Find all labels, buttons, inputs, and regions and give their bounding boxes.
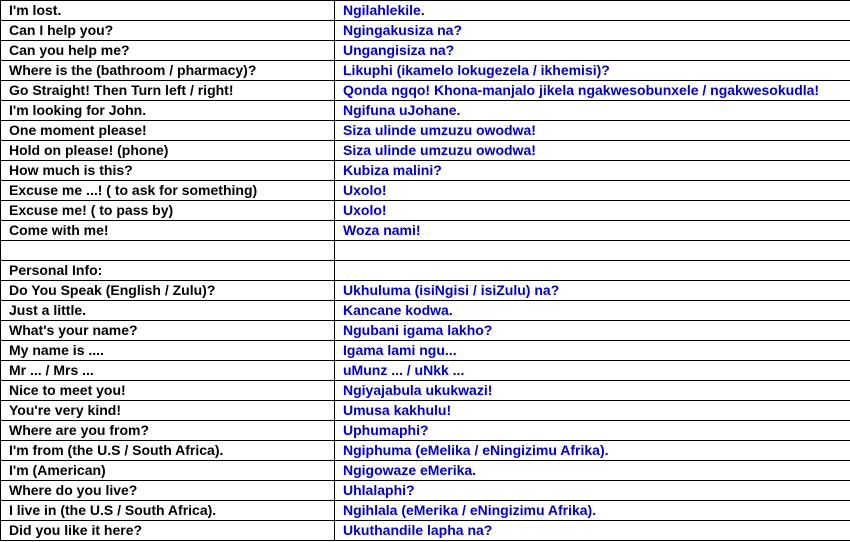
english-phrase-cell: I'm lost. <box>1 1 335 21</box>
phrase-row <box>1 341 850 361</box>
phrase-row <box>1 521 850 541</box>
zulu-translation-cell: Qonda ngqo! Khona-manjalo jikela ngakwesobunxele / ngakwesokudla! <box>335 81 850 101</box>
english-phrase-cell: Where is the (bathroom / pharmacy)? <box>1 61 335 81</box>
english-phrase-cell: I'm (American) <box>1 461 335 481</box>
english-phrase-cell: Mr ... / Mrs ... <box>1 361 335 381</box>
zulu-translation-cell: Umusa kakhulu! <box>335 401 850 421</box>
zulu-translation-cell: Ngihlala (eMerika / eNingizimu Afrika). <box>335 501 850 521</box>
zulu-translation-cell: Kancane kodwa. <box>335 301 850 321</box>
english-phrase-cell: I'm looking for John. <box>1 101 335 121</box>
english-phrase-cell <box>1 241 335 261</box>
phrase-row <box>1 501 850 521</box>
english-phrase-cell: My name is .... <box>1 341 335 361</box>
phrase-row <box>1 441 850 461</box>
zulu-translation-cell <box>335 261 850 281</box>
zulu-translation-cell: Woza nami! <box>335 221 850 241</box>
zulu-translation-cell: Ngiphuma (eMelika / eNingizimu Afrika). <box>335 441 850 461</box>
english-phrase-cell: Come with me! <box>1 221 335 241</box>
zulu-translation-cell: uMunz ... / uNkk ... <box>335 361 850 381</box>
zulu-translation-cell: Kubiza malini? <box>335 161 850 181</box>
zulu-translation-cell: Igama lami ngu... <box>335 341 850 361</box>
zulu-translation-cell: Ngiyajabula ukukwazi! <box>335 381 850 401</box>
english-phrase-cell: Do You Speak (English / Zulu)? <box>1 281 335 301</box>
phrase-row <box>1 201 850 221</box>
zulu-translation-cell: Ngingakusiza na? <box>335 21 850 41</box>
english-phrase-cell: Go Straight! Then Turn left / right! <box>1 81 335 101</box>
phrase-row <box>1 321 850 341</box>
phrase-row <box>1 1 850 21</box>
zulu-translation-cell: Likuphi (ikamelo lokugezela / ikhemisi)? <box>335 61 850 81</box>
english-phrase-cell: Did you like it here? <box>1 521 335 541</box>
zulu-translation-cell: Uxolo! <box>335 201 850 221</box>
zulu-translation-cell: Ukuthandile lapha na? <box>335 521 850 541</box>
phrase-row <box>1 61 850 81</box>
english-phrase-cell: You're very kind! <box>1 401 335 421</box>
phrase-row <box>1 361 850 381</box>
phrase-row <box>1 241 850 261</box>
zulu-translation-cell: Ngilahlekile. <box>335 1 850 21</box>
phrase-row <box>1 461 850 481</box>
zulu-translation-cell: Ungangisiza na? <box>335 41 850 61</box>
zulu-translation-cell: Ngifuna uJohane. <box>335 101 850 121</box>
english-phrase-cell: Can I help you? <box>1 21 335 41</box>
phrase-row <box>1 401 850 421</box>
phrase-row <box>1 181 850 201</box>
english-phrase-cell: How much is this? <box>1 161 335 181</box>
phrase-table-body <box>1 1 850 541</box>
zulu-translation-cell: Ngigowaze eMerika. <box>335 461 850 481</box>
zulu-translation-cell: Ukhuluma (isiNgisi / isiZulu) na? <box>335 281 850 301</box>
english-phrase-cell: Can you help me? <box>1 41 335 61</box>
zulu-translation-cell: Uphumaphi? <box>335 421 850 441</box>
phrase-row <box>1 101 850 121</box>
zulu-translation-cell <box>335 241 850 261</box>
english-phrase-cell: One moment please! <box>1 121 335 141</box>
english-phrase-cell: Just a little. <box>1 301 335 321</box>
zulu-translation-cell: Uhlalaphi? <box>335 481 850 501</box>
phrase-row <box>1 281 850 301</box>
phrase-row <box>1 421 850 441</box>
phrase-row <box>1 41 850 61</box>
english-phrase-cell: Personal Info: <box>1 261 335 281</box>
phrase-row <box>1 141 850 161</box>
zulu-translation-cell: Siza ulinde umzuzu owodwa! <box>335 141 850 161</box>
phrase-row <box>1 261 850 281</box>
english-phrase-cell: Where are you from? <box>1 421 335 441</box>
english-phrase-cell: Nice to meet you! <box>1 381 335 401</box>
zulu-translation-cell: Uxolo! <box>335 181 850 201</box>
phrase-row <box>1 21 850 41</box>
phrase-row <box>1 381 850 401</box>
phrase-row <box>1 81 850 101</box>
phrase-row <box>1 301 850 321</box>
phrase-row <box>1 121 850 141</box>
zulu-translation-cell: Ngubani igama lakho? <box>335 321 850 341</box>
english-phrase-cell: I'm from (the U.S / South Africa). <box>1 441 335 461</box>
english-phrase-cell: I live in (the U.S / South Africa). <box>1 501 335 521</box>
english-phrase-cell: Excuse me ...! ( to ask for something) <box>1 181 335 201</box>
english-phrase-cell: Excuse me! ( to pass by) <box>1 201 335 221</box>
phrase-row <box>1 221 850 241</box>
english-phrase-cell: What's your name? <box>1 321 335 341</box>
phrase-row <box>1 481 850 501</box>
phrase-row <box>1 161 850 181</box>
english-phrase-cell: Where do you live? <box>1 481 335 501</box>
english-phrase-cell: Hold on please! (phone) <box>1 141 335 161</box>
zulu-translation-cell: Siza ulinde umzuzu owodwa! <box>335 121 850 141</box>
